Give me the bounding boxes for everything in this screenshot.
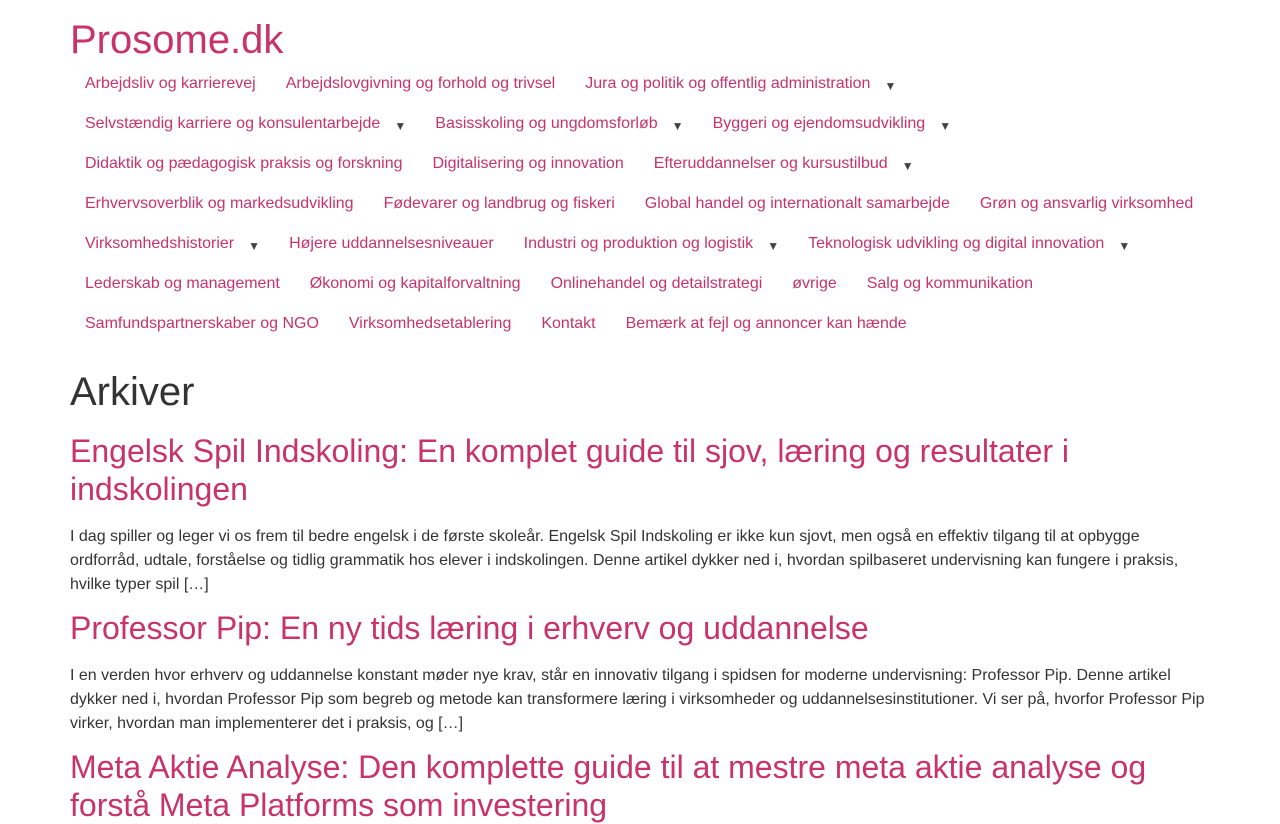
nav-link[interactable]: Selvstændig karriere og konsulentarbejde	[85, 115, 381, 132]
nav-item	[70, 64, 271, 104]
nav-link[interactable]: Teknologisk udvikling og digital innovation	[808, 235, 1105, 252]
nav-item	[418, 144, 639, 184]
post-title	[70, 432, 1210, 508]
nav-link[interactable]: Global handel og internationalt samarbejde	[644, 195, 950, 212]
nav-link[interactable]: Erhvervsoverblik og markedsudvikling	[85, 195, 354, 212]
nav-link[interactable]: Onlinehandel og detailstrategi	[550, 275, 763, 292]
nav-link[interactable]: Industri og produktion og logistik	[523, 235, 754, 252]
nav-row	[70, 64, 1210, 104]
nav-item	[777, 264, 851, 304]
submenu-toggle-icon[interactable]: ▼	[767, 239, 780, 253]
post-title-link[interactable]: Professor Pip: En ny tids læring i erhverv og uddannelse	[70, 610, 869, 646]
main-navigation	[70, 64, 1210, 344]
nav-item	[852, 264, 1048, 304]
post-title	[70, 609, 1210, 647]
nav-item	[509, 224, 793, 264]
nav-link[interactable]: Byggeri og ejendomsudvikling	[712, 115, 926, 132]
nav-item	[570, 64, 910, 104]
archive-heading: Arkiver	[70, 370, 195, 414]
nav-link[interactable]: Samfundspartnerskaber og NGO	[85, 315, 319, 332]
nav-row	[70, 184, 1210, 224]
post-excerpt: I dag spiller og leger vi os frem til bedre engelsk i de første skoleår. Engelsk Spil Indskoling er ikke kun sjovt, men også en effektiv tilgang til at opbygge ordforråd, udtale, forståelse og tidlig grammatik hos elever i indskolingen. Denne artikel dykker ned i, hvordan spilbaseret undervisning kan fungere i praksis, hvilke typer spil […]	[70, 528, 1179, 593]
submenu-toggle-icon[interactable]: ▼	[1118, 239, 1131, 253]
nav-item	[70, 104, 420, 144]
nav-link[interactable]: Fødevarer og landbrug og fiskeri	[383, 195, 615, 212]
nav-link[interactable]: Lederskab og management	[85, 275, 280, 292]
post-list	[70, 430, 1210, 824]
nav-item	[698, 104, 966, 144]
nav-item	[70, 144, 418, 184]
nav-item	[70, 184, 369, 224]
post-title-link[interactable]: Meta Aktie Analyse: Den komplette guide til at mestre meta aktie analyse og forstå Meta Platforms som investering	[70, 749, 1147, 823]
nav-item	[70, 224, 274, 264]
post-item	[70, 432, 1210, 597]
nav-item	[70, 304, 334, 344]
nav-link[interactable]: Arbejdsliv og karrierevej	[85, 75, 256, 92]
nav-link[interactable]: øvrige	[792, 275, 837, 292]
submenu-toggle-icon[interactable]: ▼	[901, 159, 914, 173]
nav-item	[70, 264, 295, 304]
site-title-link[interactable]: Prosome.dk	[70, 18, 284, 62]
submenu-toggle-icon[interactable]: ▼	[884, 79, 897, 93]
nav-link[interactable]: Didaktik og pædagogisk praksis og forskning	[85, 155, 403, 172]
submenu-toggle-icon[interactable]: ▼	[671, 119, 684, 133]
nav-link[interactable]: Kontakt	[541, 315, 596, 332]
nav-item	[536, 264, 778, 304]
nav-item	[611, 304, 922, 344]
submenu-toggle-icon[interactable]: ▼	[248, 239, 261, 253]
nav-link[interactable]: Digitalisering og innovation	[432, 155, 624, 172]
nav-link[interactable]: Bemærk at fejl og annoncer kan hænde	[625, 315, 907, 332]
nav-row	[70, 224, 1210, 264]
post-title-link[interactable]: Engelsk Spil Indskoling: En komplet guide til sjov, læring og resultater i indskolingen	[70, 433, 1070, 507]
nav-link[interactable]: Jura og politik og offentlig administration	[585, 75, 871, 92]
nav-item	[630, 184, 965, 224]
nav-link[interactable]: Grøn og ansvarlig virksomhed	[979, 195, 1194, 212]
nav-item	[369, 184, 630, 224]
submenu-toggle-icon[interactable]: ▼	[939, 119, 952, 133]
nav-item	[271, 64, 570, 104]
nav-link[interactable]: Arbejdslovgivning og forhold og trivsel	[285, 75, 556, 92]
nav-row	[70, 104, 1210, 144]
submenu-toggle-icon[interactable]: ▼	[394, 119, 407, 133]
nav-item	[334, 304, 526, 344]
post-item	[70, 609, 1210, 736]
nav-item	[793, 224, 1144, 264]
nav-item	[274, 224, 509, 264]
nav-item	[639, 144, 928, 184]
nav-link[interactable]: Virksomhedshistorier	[85, 235, 235, 252]
nav-link[interactable]: Efteruddannelser og kursustilbud	[653, 155, 888, 172]
nav-link[interactable]: Højere uddannelsesniveauer	[289, 235, 494, 252]
post-item	[70, 748, 1210, 824]
nav-item	[420, 104, 697, 144]
nav-link[interactable]: Virksomhedsetablering	[348, 315, 512, 332]
nav-link[interactable]: Salg og kommunikation	[866, 275, 1034, 292]
post-title	[70, 748, 1210, 824]
nav-link[interactable]: Basisskoling og ungdomsforløb	[435, 115, 658, 132]
nav-item	[965, 184, 1208, 224]
post-excerpt: I en verden hvor erhverv og uddannelse konstant møder nye krav, står en innovativ tilgang i spidsen for moderne undervisning: Professor Pip. Denne artikel dykker ned i, hvordan Professor Pip som begreb og metode kan transformere læring i virksomheder og uddannelsesinstitutioner. Vi ser på, hvorfor Professor Pip virker, hvordan man implementerer det i praksis, og […]	[70, 667, 1205, 732]
nav-link[interactable]: Økonomi og kapitalforvaltning	[309, 275, 521, 292]
nav-row	[70, 264, 1210, 304]
nav-row	[70, 144, 1210, 184]
nav-row	[70, 304, 1210, 344]
nav-item	[526, 304, 610, 344]
nav-item	[295, 264, 536, 304]
